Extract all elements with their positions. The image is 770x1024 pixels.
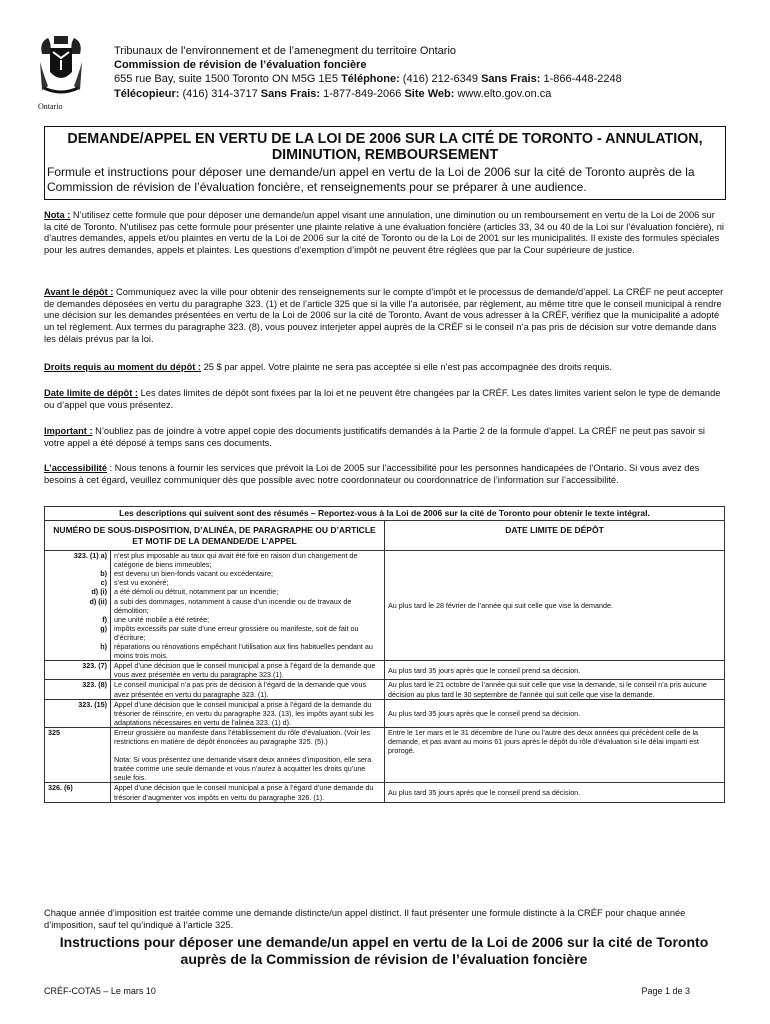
ontario-coat-of-arms-logo <box>36 32 86 112</box>
provision-number: 325 <box>45 727 111 783</box>
table-row <box>45 783 725 802</box>
fax-line <box>114 87 622 101</box>
web-label: Site Web: <box>404 87 455 100</box>
accessibility-text: : Nous tenons à fournir les services que prévoit la Loi de 2005 sur l’accessibilité pour les personnes handicapées de l’Ontario. Si vous avez des besoins à cet égard, veuillez communiquer dès que possible avec notre coordonnateur ou coordonnatrice de l’information sur l’accessibilité. <box>44 463 700 485</box>
form-code: CRÉF-COTA5 – Le mars 10 <box>44 986 156 996</box>
phone-label: Téléphone: <box>341 73 400 86</box>
provision-number: 323. (8) <box>45 680 111 699</box>
deadline-paragraph <box>44 388 724 411</box>
filing-deadline: Au plus tard le 28 février de l’année qui suit celle que vise la demande. <box>385 551 725 661</box>
tribunal-header <box>114 44 622 101</box>
fees-paragraph <box>44 362 724 374</box>
tollfree: 1-866-448-2248 <box>540 73 622 86</box>
before-filing-label: Avant le dépôt : <box>44 287 114 297</box>
table-row <box>45 551 725 661</box>
tollfree-label: Sans Frais: <box>481 73 541 86</box>
deadlines-table-wrapper <box>44 506 724 803</box>
filing-deadline: Au plus tard 35 jours après que le conseil prend sa décision. <box>385 699 725 727</box>
note-text: N’utilisez cette formule que pour déposer une demande/un appel visant une annulation, une diminution ou un remboursement en vertu de la Loi de 2006 sur la cité de Toronto. N’utilisez pas cette formule pour présenter une plainte relative à une évaluation foncière (articles 33, 34 ou 40 de la Loi sur l’évaluation foncière), ni d’autres demandes, appels et/ou plaintes en vertu de la Loi de 2006 sur la cité de Toronto ou de la Loi de 2001 sur les municipalités. Il existe des formules spéciales pour les autres demandes, appels et plaintes. Les questions d’exemption d’impôt ne peuvent être réglées que par la Cour supérieure de justice. <box>44 210 724 256</box>
footnote: Chaque année d’imposition est traitée comme une demande distincte/un appel distinct. Il faut présenter une formule distincte à la CRÉF pour chaque année d’imposition, sauf tel qu’indiqué à l’article 325. <box>44 908 686 930</box>
note-paragraph <box>44 210 724 257</box>
board-name: Commission de révision de l’évaluation foncière <box>114 59 367 72</box>
note-label: Nota : <box>44 210 71 220</box>
provision-number: 323. (7) <box>45 661 111 680</box>
filing-deadline: Au plus tard 35 jours après que le conseil prend sa décision. <box>385 661 725 680</box>
provision-description: n’est plus imposable au taux qui avait été fixé en raison d’un changement de catégorie de biens immeubles; est devenu un bien-fonds vacant ou excédentaire; s’est vu exonéré; a été démoli ou détruit, notamment par un incendie; a subi des dommages, notamment à cause d’un incendie ou de travaux de démolition; une unité mobile a été retirée; impôts excessifs par suite d’une erreur grossière ou manifeste, soit de fait ou d’écriture; réparations ou rénovations empêchant l’utilisation aux fins habituelles pendant au moins trois mois. <box>111 551 385 661</box>
provision-number: 323. (15) <box>45 699 111 727</box>
web-link[interactable]: www.elto.gov.on.ca <box>454 87 552 100</box>
table-row <box>45 699 725 727</box>
filing-deadline: Au plus tard le 21 octobre de l’année qui suit celle que vise la demande, si le conseil n’a pris aucune décision au plus tard le 30 septembre de l’année qui suit celle que vise la demande. <box>385 680 725 699</box>
provision-number: 323. (1) a) b) c) d) (i) d) (ii) f) g) h) <box>45 551 111 661</box>
important-text: N’oubliez pas de joindre à votre appel copie des documents justificatifs demandés à la Partie 2 de la formule d’appel. La CRÉF ne peut pas savoir si votre appel a été déposé à temps sans ces documents. <box>44 426 705 448</box>
page-title: DEMANDE/APPEL EN VERTU DE LA LOI DE 2006 SUR LA CITÉ DE TORONTO - ANNULATION, DIMINUTION, REMBOURSEMENT <box>67 131 703 163</box>
table-body <box>45 551 725 803</box>
page-subtitle: Formule et instructions pour déposer une demande/un appel en vertu de la Loi de 2006 sur la cité de Toronto auprès de la Commission de révision de l’évaluation foncière, et renseignements pour se préparer à une audience. <box>47 165 695 194</box>
important-paragraph <box>44 426 724 449</box>
title-box <box>44 126 726 200</box>
accessibility-paragraph <box>44 463 724 486</box>
tribunal-name: Tribunaux de l’environnement et de l’amenegment du territoire Ontario <box>114 45 456 57</box>
address-line <box>114 72 622 86</box>
fax: (416) 314-3717 <box>179 87 261 100</box>
fax-tollfree-label: Sans Frais: <box>260 87 321 100</box>
important-label: Important : <box>44 426 93 436</box>
before-filing-paragraph <box>44 287 724 346</box>
table-row <box>45 661 725 680</box>
provision-description: Erreur grossière ou manifeste dans l’établissement du rôle d’évaluation. (Voir les restrictions en matière de dépôt énoncées au paragraphe 325. (5).) Nota: Si vous présentez une demande visant deux années d’imposition, elle sera traitée comme une seule demande et vous n’aurez à acquitter les droits qu’une seule fois. <box>111 727 385 783</box>
logo-caption: Ontario <box>38 102 63 111</box>
instructions-heading: Instructions pour déposer une demande/un appel en vertu de la Loi de 2006 sur la cité de Toronto auprès de la Commission de révision de l’évaluation foncière <box>59 934 709 967</box>
column-header-provision: NUMÉRO DE SOUS-DISPOSITION, D’ALINÉA, DE PARAGRAPHE OU D’ARTICLE ET MOTIF DE LA DEMANDE/DE L’APPEL <box>45 521 385 551</box>
page-number: Page 1 de 3 <box>641 986 690 996</box>
table-row <box>45 680 725 699</box>
column-header-deadline: DATE LIMITE DE DÉPÔT <box>385 521 725 551</box>
accessibility-label: L’accessibilité <box>44 463 108 473</box>
deadline-text: Les dates limites de dépôt sont fixées par la loi et ne peuvent être changées par la CRÉF. Les dates limites varient selon le type de demande ou d’appel que vous présentez. <box>44 388 721 410</box>
provision-description: Le conseil municipal n’a pas pris de décision à l’égard de la demande que vous avez présentée en vertu du paragraphe 323. (1). <box>111 680 385 699</box>
phone: (416) 212-6349 <box>399 73 482 86</box>
provision-description: Appel d’une décision que le conseil municipal a prise à l’égard de la demande que vous avez présentée en vertu du paragraphe 323.(1). <box>111 661 385 680</box>
deadline-label: Date limite de dépôt : <box>44 388 139 398</box>
provision-description: Appel d’une décision que le conseil municipal a prise à l’égard d’une demande du trésorier d’augmenter vos impôts en vertu du paragraphe 326. (1). <box>111 783 385 802</box>
fax-label: Télécopieur: <box>114 87 180 100</box>
before-filing-text: Communiquez avec la ville pour obtenir des renseignements sur le compte d’impôt et le processus de demande/d’appel. La CRÉF ne peut accepter de demandes déposées en vertu du paragraphe 323. (1) et de l’article 325 que si la ville l’a autorisée, par règlement, au même titre que le conseil municipal à rendre une décision sur les demandes présentées en vertu de la Loi de 2006 sur la cité de Toronto. Avant de vous adresser à la CRÉF, vérifiez que la municipalité a adopté un tel règlement. Aux termes du paragraphe 323. (8), vous pouvez interjeter appel auprès de la CRÉF si le conseil n’a pas pris de décision sur votre demande dans les délais prévus par la loi. <box>44 287 724 344</box>
table-row <box>45 727 725 783</box>
fees-text: 25 $ par appel. Votre plainte ne sera pas acceptée si elle n’est pas accompagnée des droits requis. <box>201 362 612 372</box>
provision-number: 326. (6) <box>45 783 111 802</box>
fees-label: Droits requis au moment du dépôt : <box>44 362 202 372</box>
fax-tollfree: 1-877-849-2066 <box>320 87 405 100</box>
deadlines-table <box>44 506 725 803</box>
table-caption: Les descriptions qui suivent sont des résumés – Reportez-vous à la Loi de 2006 sur la cité de Toronto pour obtenir le texte intégral. <box>45 507 725 521</box>
provision-description: Appel d’une décision que le conseil municipal a prise à l’égard de la demande du trésorier de réinscrire, en vertu du paragraphe 323. (13), les impôts ayant subi les adaptations nécessaires en vertu de l’alinéa 323. (1) d). <box>111 699 385 727</box>
address: 655 rue Bay, suite 1500 Toronto ON M5G 1E5 <box>114 73 342 86</box>
filing-deadline: Entre le 1er mars et le 31 décembre de l’une ou l’autre des deux années qui précèdent celle de la demande, et pas avant au moins 61 jours après le dépôt du rôle d’évaluation si le délai imparti est prorogé. <box>385 727 725 783</box>
filing-deadline: Au plus tard 35 jours après que le conseil prend sa décision. <box>385 783 725 802</box>
